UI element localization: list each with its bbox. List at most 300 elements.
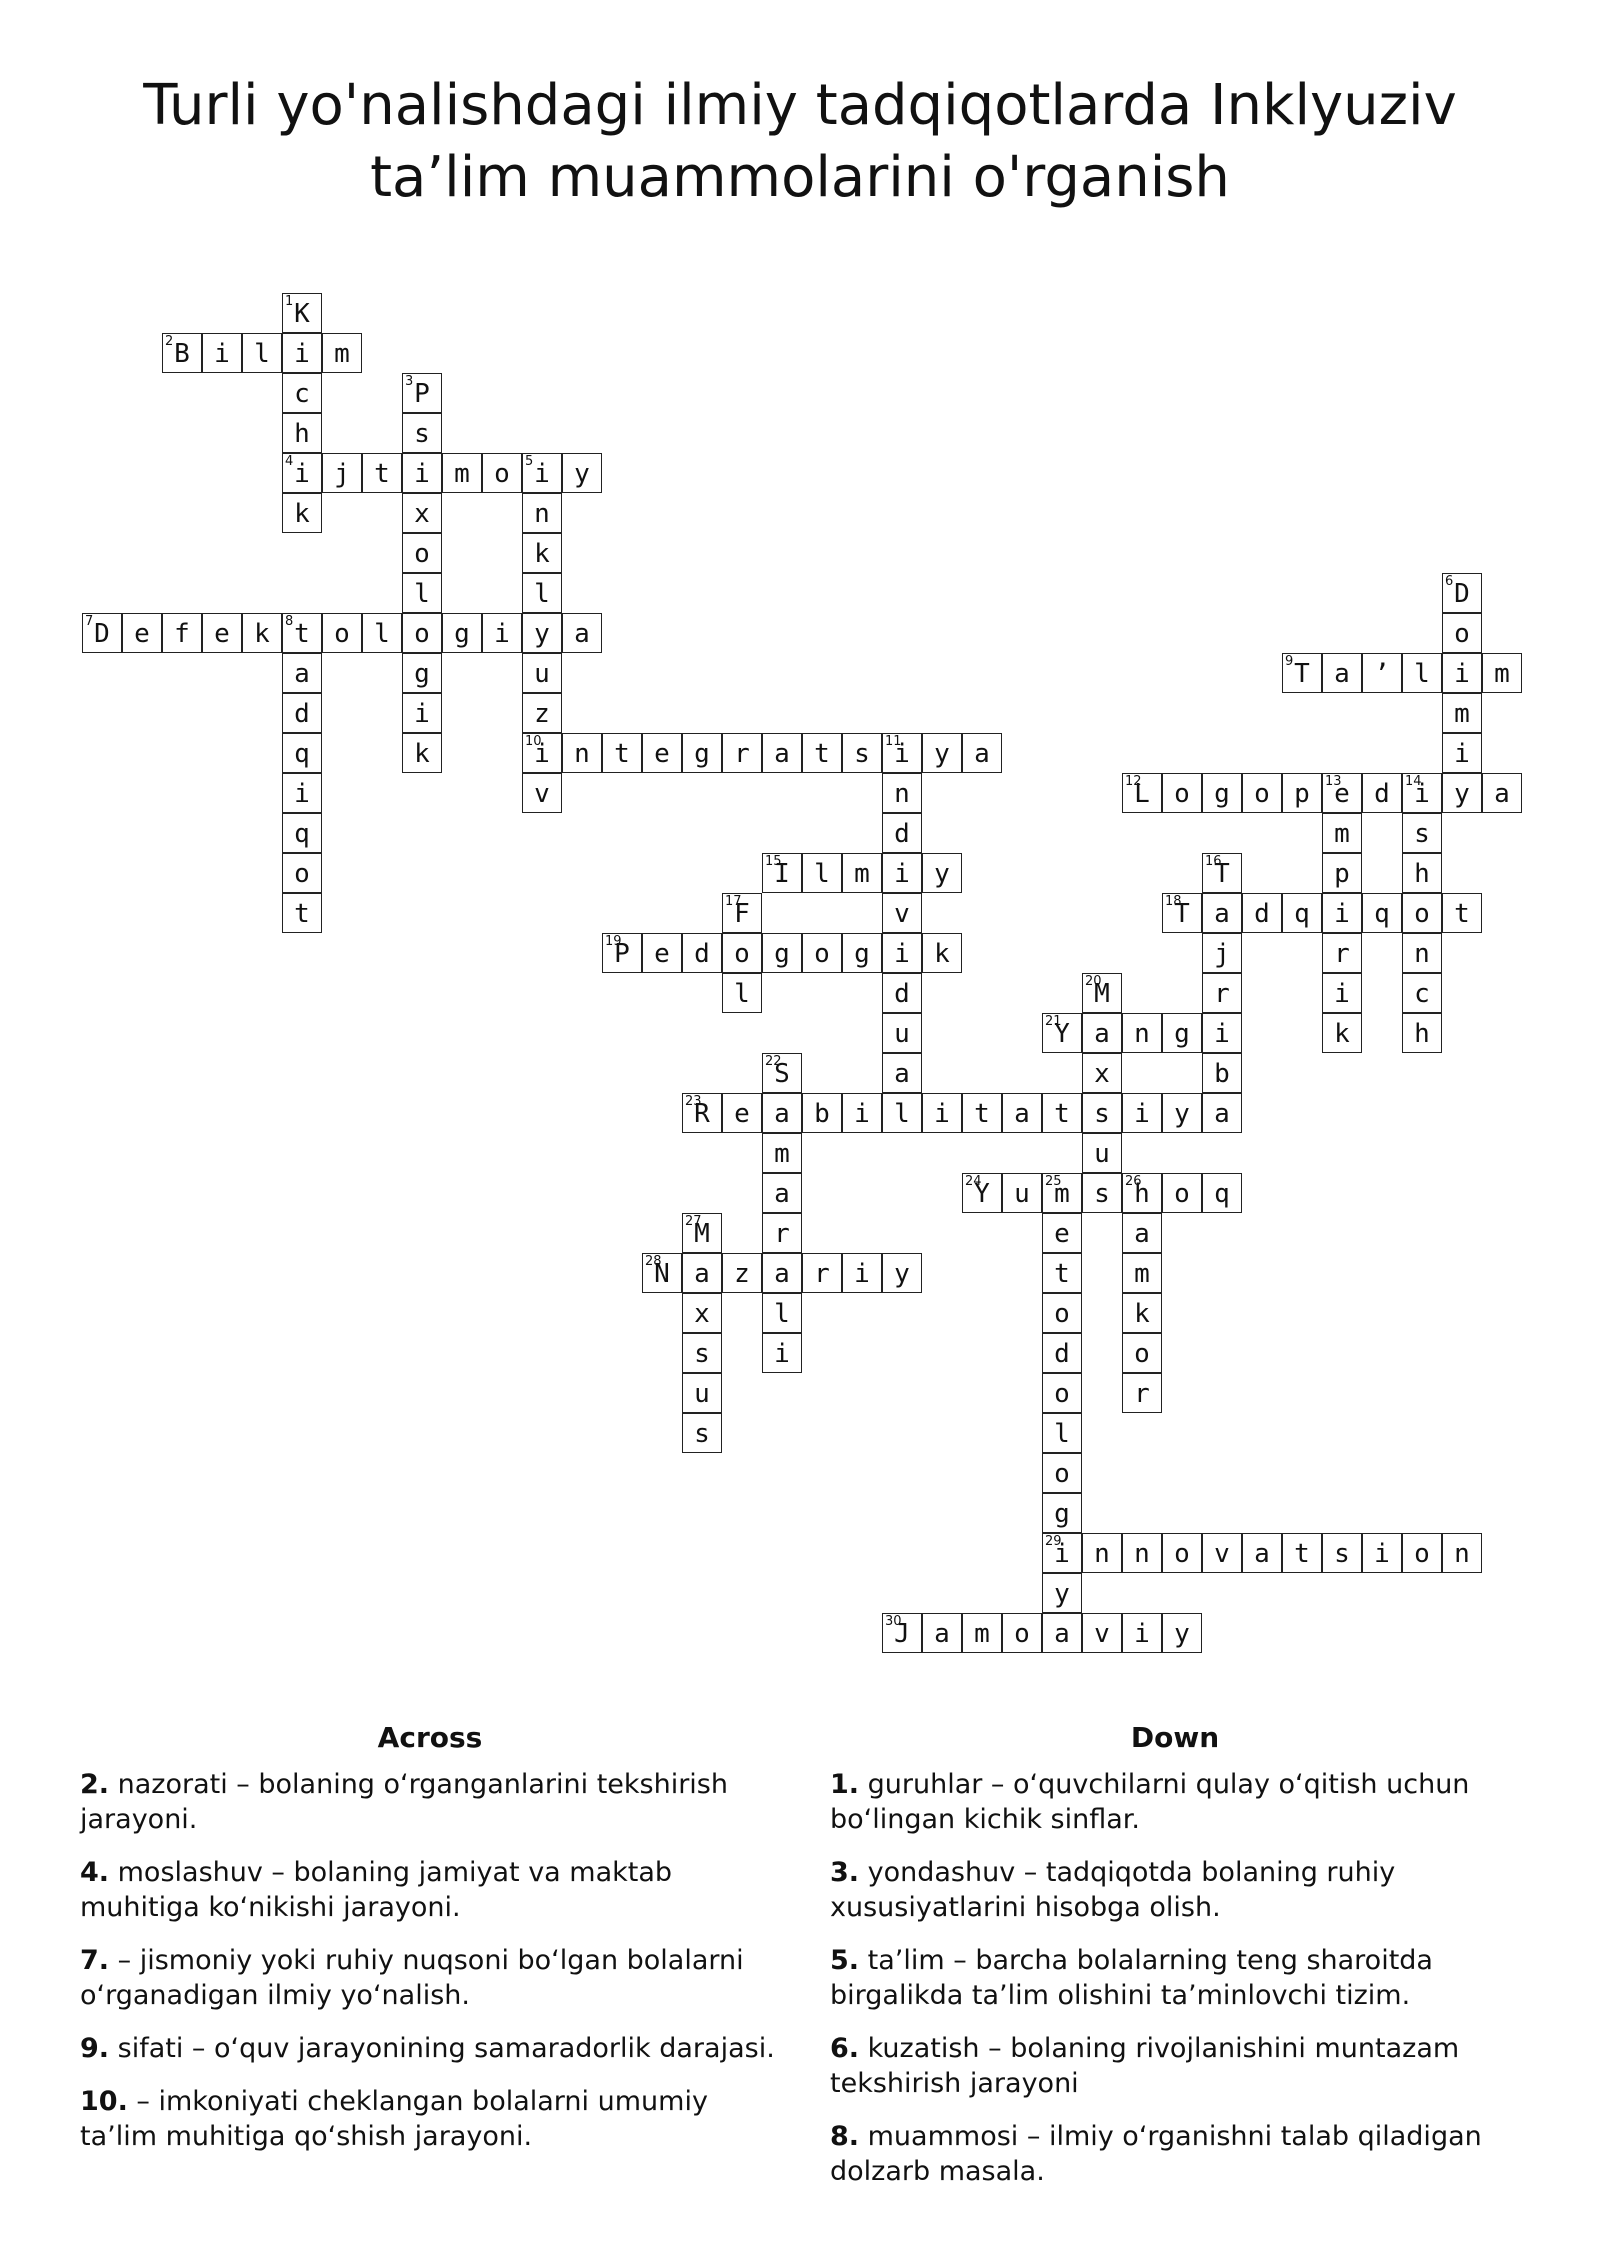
cell-letter: i (894, 739, 910, 769)
cell-letter: a (694, 1259, 710, 1289)
across-clue (80, 1943, 780, 2013)
crossword-cell[interactable] (402, 493, 442, 533)
crossword-cell[interactable] (202, 333, 242, 373)
cell-letter: n (1134, 1019, 1150, 1049)
crossword-cell[interactable] (1122, 1213, 1162, 1253)
crossword-cell[interactable] (1082, 973, 1122, 1013)
cell-letter: i (1214, 1019, 1230, 1049)
crossword-cell[interactable] (1082, 1093, 1122, 1133)
cell-letter: l (774, 1299, 790, 1329)
crossword-cell[interactable] (1282, 773, 1322, 813)
crossword-cell[interactable] (882, 1253, 922, 1293)
crossword-cell[interactable] (722, 973, 762, 1013)
crossword-cell[interactable] (1442, 693, 1482, 733)
crossword-cell[interactable] (1202, 1173, 1242, 1213)
crossword-cell[interactable] (1122, 1613, 1162, 1653)
crossword-cell[interactable] (722, 933, 762, 973)
cell-number: 13 (1325, 774, 1342, 789)
crossword-cell[interactable] (1482, 773, 1522, 813)
crossword-cell[interactable] (1362, 1533, 1402, 1573)
crossword-cell[interactable] (1122, 1253, 1162, 1293)
crossword-cell[interactable] (522, 453, 562, 493)
crossword-cell[interactable] (1402, 1013, 1442, 1053)
crossword-cell[interactable] (1122, 1533, 1162, 1573)
crossword-cell[interactable] (522, 613, 562, 653)
cell-letter: v (1214, 1539, 1230, 1569)
cell-letter: s (694, 1339, 710, 1369)
crossword-cell[interactable] (1442, 893, 1482, 933)
cell-letter: P (414, 379, 430, 409)
crossword-cell[interactable] (1322, 853, 1362, 893)
crossword-cell[interactable] (922, 1093, 962, 1133)
cell-letter: i (1334, 899, 1350, 929)
crossword-cell[interactable] (402, 533, 442, 573)
crossword-cell[interactable] (1122, 1373, 1162, 1413)
crossword-cell[interactable] (882, 813, 922, 853)
crossword-cell[interactable] (402, 613, 442, 653)
crossword-cell[interactable] (682, 1213, 722, 1253)
crossword-cell[interactable] (162, 613, 202, 653)
crossword-cell[interactable] (522, 733, 562, 773)
cell-letter: t (1294, 1539, 1310, 1569)
crossword-cell[interactable] (1482, 653, 1522, 693)
crossword-cell[interactable] (722, 1093, 762, 1133)
crossword-cell[interactable] (1442, 733, 1482, 773)
crossword-cell[interactable] (482, 453, 522, 493)
crossword-cell[interactable] (1202, 973, 1242, 1013)
crossword-cell[interactable] (642, 1253, 682, 1293)
cell-letter: a (1214, 1099, 1230, 1129)
crossword-cell[interactable] (1042, 1213, 1082, 1253)
crossword-cell[interactable] (802, 733, 842, 773)
crossword-cell[interactable] (882, 933, 922, 973)
crossword-cell[interactable] (562, 453, 602, 493)
crossword-cell[interactable] (402, 453, 442, 493)
crossword-cell[interactable] (402, 573, 442, 613)
crossword-cell[interactable] (1122, 1093, 1162, 1133)
clue-text: sifati – o‘quv jarayonining samaradorlik darajasi. (109, 2033, 775, 2064)
crossword-cell[interactable] (842, 1093, 882, 1133)
cell-letter: t (1054, 1259, 1070, 1289)
crossword-cell[interactable] (282, 733, 322, 773)
cell-letter: o (1134, 1339, 1150, 1369)
crossword-cell[interactable] (1042, 1253, 1082, 1293)
crossword-cell[interactable] (322, 613, 362, 653)
crossword-cell[interactable] (882, 773, 922, 813)
crossword-cell[interactable] (1002, 1093, 1042, 1133)
crossword-cell[interactable] (1402, 853, 1442, 893)
crossword-cell[interactable] (762, 1053, 802, 1093)
crossword-cell[interactable] (1042, 1453, 1082, 1493)
crossword-cell[interactable] (362, 453, 402, 493)
crossword-cell[interactable] (1082, 1133, 1122, 1173)
crossword-cell[interactable] (682, 1293, 722, 1333)
cell-number: 7 (85, 614, 94, 629)
crossword-cell[interactable] (1202, 1013, 1242, 1053)
crossword-cell[interactable] (1162, 893, 1202, 933)
crossword-cell[interactable] (242, 613, 282, 653)
cell-letter: m (334, 339, 350, 369)
crossword-cell[interactable] (402, 373, 442, 413)
cell-letter: a (894, 1059, 910, 1089)
crossword-cell[interactable] (282, 493, 322, 533)
crossword-cell[interactable] (522, 653, 562, 693)
crossword-cell[interactable] (1242, 773, 1282, 813)
crossword-cell[interactable] (282, 893, 322, 933)
crossword-cell[interactable] (802, 1093, 842, 1133)
crossword-cell[interactable] (762, 1213, 802, 1253)
crossword-cell[interactable] (882, 893, 922, 933)
crossword-cell[interactable] (882, 1093, 922, 1133)
crossword-cell[interactable] (1042, 1013, 1082, 1053)
crossword-cell[interactable] (82, 613, 122, 653)
cell-letter: o (494, 459, 510, 489)
cell-letter: l (254, 339, 270, 369)
cell-letter: q (1294, 899, 1310, 929)
crossword-cell[interactable] (1402, 813, 1442, 853)
cell-letter: g (1174, 1019, 1190, 1049)
crossword-cell[interactable] (242, 333, 282, 373)
crossword-cell[interactable] (1202, 773, 1242, 813)
down-clue (830, 2119, 1520, 2189)
cell-letter: i (1334, 979, 1350, 1009)
cell-letter: Y (1054, 1019, 1070, 1049)
crossword-cell[interactable] (282, 653, 322, 693)
crossword-cell[interactable] (1042, 1413, 1082, 1453)
crossword-cell[interactable] (1402, 773, 1442, 813)
cell-number: 6 (1445, 574, 1454, 589)
cell-letter: o (334, 619, 350, 649)
crossword-cell[interactable] (1242, 1533, 1282, 1573)
crossword-cell[interactable] (1202, 893, 1242, 933)
crossword-cell[interactable] (762, 1133, 802, 1173)
crossword-cell[interactable] (1042, 1613, 1082, 1653)
cell-letter: t (1054, 1099, 1070, 1129)
cell-letter: n (1134, 1539, 1150, 1569)
crossword-cell[interactable] (882, 1613, 922, 1653)
crossword-cell[interactable] (1162, 1173, 1202, 1213)
crossword-cell[interactable] (1122, 773, 1162, 813)
crossword-cell[interactable] (1162, 773, 1202, 813)
clue-number: 9. (80, 2033, 110, 2064)
cell-letter: f (174, 619, 190, 649)
crossword-cell[interactable] (602, 933, 642, 973)
crossword-cell[interactable] (1202, 853, 1242, 893)
crossword-cell[interactable] (762, 1333, 802, 1373)
crossword-cell[interactable] (922, 853, 962, 893)
crossword-cell[interactable] (1002, 1613, 1042, 1653)
crossword-cell[interactable] (282, 293, 322, 333)
cell-letter: i (1454, 739, 1470, 769)
crossword-cell[interactable] (1322, 813, 1362, 853)
crossword-cell[interactable] (362, 613, 402, 653)
crossword-cell[interactable] (962, 1613, 1002, 1653)
crossword-cell[interactable] (762, 853, 802, 893)
crossword-cell[interactable] (482, 613, 522, 653)
crossword-cell[interactable] (962, 1173, 1002, 1213)
crossword-cell[interactable] (202, 613, 242, 653)
crossword-cell[interactable] (1202, 1533, 1242, 1573)
crossword-cell[interactable] (402, 413, 442, 453)
crossword-cell[interactable] (682, 1333, 722, 1373)
crossword-cell[interactable] (1122, 1333, 1162, 1373)
crossword-cell[interactable] (1162, 1613, 1202, 1653)
title-line-1: Turli yo'nalishdagi ilmiy tadqiqotlarda Inklyuziv (143, 73, 1457, 138)
crossword-cell[interactable] (882, 733, 922, 773)
crossword-cell[interactable] (1442, 773, 1482, 813)
crossword-cell[interactable] (682, 1253, 722, 1293)
crossword-cell[interactable] (1162, 1093, 1202, 1133)
crossword-cell[interactable] (682, 1413, 722, 1453)
cell-letter: i (1414, 779, 1430, 809)
cell-letter: l (734, 979, 750, 1009)
crossword-cell[interactable] (922, 733, 962, 773)
crossword-cell[interactable] (1282, 1533, 1322, 1573)
cell-letter: i (894, 939, 910, 969)
cell-letter: n (894, 779, 910, 809)
crossword-cell[interactable] (1162, 1013, 1202, 1053)
cell-number: 17 (725, 894, 742, 909)
crossword-cell[interactable] (882, 853, 922, 893)
cell-letter: o (1054, 1379, 1070, 1409)
crossword-cell[interactable] (1242, 893, 1282, 933)
crossword-cell[interactable] (1122, 1173, 1162, 1213)
cell-letter: i (534, 739, 550, 769)
crossword-cell[interactable] (682, 1373, 722, 1413)
crossword-cell[interactable] (1442, 573, 1482, 613)
crossword-cell[interactable] (1322, 773, 1362, 813)
crossword-cell[interactable] (1442, 1533, 1482, 1573)
crossword-cell[interactable] (522, 573, 562, 613)
cell-letter: a (774, 1179, 790, 1209)
crossword-cell[interactable] (1402, 973, 1442, 1013)
crossword-cell[interactable] (602, 733, 642, 773)
crossword-cell[interactable] (1362, 893, 1402, 933)
crossword-cell[interactable] (762, 1093, 802, 1133)
cell-letter: m (454, 459, 470, 489)
crossword-cell[interactable] (1202, 1093, 1242, 1133)
crossword-cell[interactable] (1082, 1013, 1122, 1053)
crossword-cell[interactable] (282, 453, 322, 493)
crossword-cell[interactable] (842, 733, 882, 773)
crossword-cell[interactable] (842, 853, 882, 893)
cell-letter: o (814, 939, 830, 969)
crossword-cell[interactable] (1082, 1053, 1122, 1093)
across-heading: Across (377, 1721, 483, 1754)
crossword-cell[interactable] (282, 773, 322, 813)
crossword-cell[interactable] (922, 1613, 962, 1653)
crossword-cell[interactable] (842, 933, 882, 973)
crossword-cell[interactable] (1042, 1293, 1082, 1333)
cell-letter: d (1254, 899, 1270, 929)
cell-letter: l (374, 619, 390, 649)
cell-letter: a (974, 739, 990, 769)
cell-letter: m (854, 859, 870, 889)
clue-text: yondashuv – tadqiqotda bolaning ruhiy xususiyatlarini hisobga olish. (830, 1857, 1396, 1923)
crossword-cell[interactable] (1362, 653, 1402, 693)
cell-letter: s (1414, 819, 1430, 849)
crossword-cell[interactable] (642, 733, 682, 773)
crossword-cell[interactable] (1082, 1613, 1122, 1653)
cell-letter: q (1214, 1179, 1230, 1209)
crossword-cell[interactable] (1442, 613, 1482, 653)
cell-letter: k (1134, 1299, 1150, 1329)
crossword-cell[interactable] (722, 733, 762, 773)
cell-letter: a (1014, 1099, 1030, 1129)
crossword-cell[interactable] (522, 493, 562, 533)
crossword-cell[interactable] (1322, 893, 1362, 933)
crossword-cell[interactable] (522, 773, 562, 813)
crossword-cell[interactable] (722, 1253, 762, 1293)
crossword-cell[interactable] (1042, 1373, 1082, 1413)
crossword-cell[interactable] (1042, 1533, 1082, 1573)
cell-letter: j (334, 459, 350, 489)
crossword-cell[interactable] (1322, 933, 1362, 973)
cell-letter: L (1134, 779, 1150, 809)
cell-letter: o (1174, 779, 1190, 809)
cell-letter: k (294, 499, 310, 529)
cell-letter: o (1254, 779, 1270, 809)
crossword-cell[interactable] (1282, 653, 1322, 693)
cell-letter: v (1094, 1619, 1110, 1649)
crossword-cell[interactable] (162, 333, 202, 373)
cell-letter: B (174, 339, 190, 369)
crossword-cell[interactable] (1042, 1573, 1082, 1613)
crossword-cell[interactable] (522, 693, 562, 733)
cell-letter: i (1374, 1539, 1390, 1569)
clue-text: nazorati – bolaning o‘rganganlarini tekshirish jarayoni. (80, 1769, 728, 1835)
crossword-cell[interactable] (122, 613, 162, 653)
crossword-cell[interactable] (762, 733, 802, 773)
cell-letter: u (534, 659, 550, 689)
crossword-cell[interactable] (282, 373, 322, 413)
cell-letter: r (814, 1259, 830, 1289)
cell-letter: n (1414, 939, 1430, 969)
crossword-cell[interactable] (1402, 933, 1442, 973)
crossword-cell[interactable] (762, 933, 802, 973)
crossword-cell[interactable] (322, 333, 362, 373)
crossword-cell[interactable] (1122, 1013, 1162, 1053)
crossword-cell[interactable] (1402, 1533, 1442, 1573)
cell-letter: t (374, 459, 390, 489)
crossword-cell[interactable] (682, 1093, 722, 1133)
cell-letter: k (934, 939, 950, 969)
cell-letter: d (1374, 779, 1390, 809)
cell-number: 14 (1405, 774, 1422, 789)
crossword-cell[interactable] (562, 733, 602, 773)
crossword-cell[interactable] (802, 933, 842, 973)
crossword-cell[interactable] (282, 413, 322, 453)
cell-letter: n (574, 739, 590, 769)
crossword-cell[interactable] (1082, 1173, 1122, 1213)
crossword-cell[interactable] (962, 733, 1002, 773)
crossword-cell[interactable] (282, 853, 322, 893)
crossword-cell[interactable] (802, 853, 842, 893)
crossword-cell[interactable] (922, 933, 962, 973)
cell-number: 21 (1045, 1014, 1062, 1029)
crossword-cell[interactable] (1322, 973, 1362, 1013)
crossword-cell[interactable] (1402, 653, 1442, 693)
cell-letter: i (214, 339, 230, 369)
crossword-cell[interactable] (1322, 1533, 1362, 1573)
crossword-cell[interactable] (882, 1013, 922, 1053)
cell-letter: F (734, 899, 750, 929)
crossword-cell[interactable] (282, 333, 322, 373)
cell-letter: y (1454, 779, 1470, 809)
crossword-cell[interactable] (1442, 653, 1482, 693)
crossword-cell[interactable] (1122, 1293, 1162, 1333)
crossword-cell[interactable] (1082, 1533, 1122, 1573)
crossword-cell[interactable] (1282, 893, 1322, 933)
crossword-cell[interactable] (402, 653, 442, 693)
crossword-cell[interactable] (882, 1053, 922, 1093)
crossword-cell[interactable] (1202, 933, 1242, 973)
crossword-cell[interactable] (722, 893, 762, 933)
crossword-cell[interactable] (282, 613, 322, 653)
cell-letter: r (1134, 1379, 1150, 1409)
crossword-cell[interactable] (442, 453, 482, 493)
cell-number: 23 (685, 1094, 702, 1109)
crossword-cell[interactable] (322, 453, 362, 493)
title-line-2: ta’lim muammolarini o'rganish (370, 145, 1230, 210)
crossword-cell[interactable] (762, 1253, 802, 1293)
crossword-cell[interactable] (762, 1293, 802, 1333)
crossword-cell[interactable] (562, 613, 602, 653)
crossword-cell[interactable] (1322, 1013, 1362, 1053)
crossword-cell[interactable] (1042, 1493, 1082, 1533)
cell-letter: j (1214, 939, 1230, 969)
crossword-cell[interactable] (682, 733, 722, 773)
cell-letter: g (414, 659, 430, 689)
cell-letter: i (534, 459, 550, 489)
cell-letter: d (894, 979, 910, 1009)
cell-letter: a (1134, 1219, 1150, 1249)
cell-letter: m (1134, 1259, 1150, 1289)
crossword-cell[interactable] (682, 933, 722, 973)
clue-text: muammosi – ilmiy o‘rganishni talab qiladigan dolzarb masala. (830, 2121, 1482, 2187)
crossword-cell[interactable] (842, 1253, 882, 1293)
crossword-cell[interactable] (762, 1173, 802, 1213)
crossword-cell[interactable] (1322, 653, 1362, 693)
crossword-cell[interactable] (882, 973, 922, 1013)
cell-letter: i (294, 779, 310, 809)
crossword-cell[interactable] (1162, 1533, 1202, 1573)
crossword-cell[interactable] (522, 533, 562, 573)
cell-letter: g (854, 939, 870, 969)
crossword-cell[interactable] (1042, 1093, 1082, 1133)
clue-number: 4. (80, 1857, 110, 1888)
crossword-cell[interactable] (642, 933, 682, 973)
crossword-cell[interactable] (402, 733, 442, 773)
cell-letter: q (1374, 899, 1390, 929)
cell-letter: a (774, 1259, 790, 1289)
crossword-cell[interactable] (442, 613, 482, 653)
crossword-cell[interactable] (1002, 1173, 1042, 1213)
crossword-cell[interactable] (1362, 773, 1402, 813)
crossword-cell[interactable] (962, 1093, 1002, 1133)
cell-letter: l (894, 1099, 910, 1129)
crossword-cell[interactable] (1402, 893, 1442, 933)
crossword-cell[interactable] (402, 693, 442, 733)
crossword-cell[interactable] (802, 1253, 842, 1293)
crossword-cell[interactable] (282, 813, 322, 853)
across-clue (80, 2031, 780, 2066)
crossword-cell[interactable] (282, 693, 322, 733)
crossword-cell[interactable] (1202, 1053, 1242, 1093)
crossword-cell[interactable] (1042, 1333, 1082, 1373)
cell-letter: y (574, 459, 590, 489)
crossword-cell[interactable] (1042, 1173, 1082, 1213)
